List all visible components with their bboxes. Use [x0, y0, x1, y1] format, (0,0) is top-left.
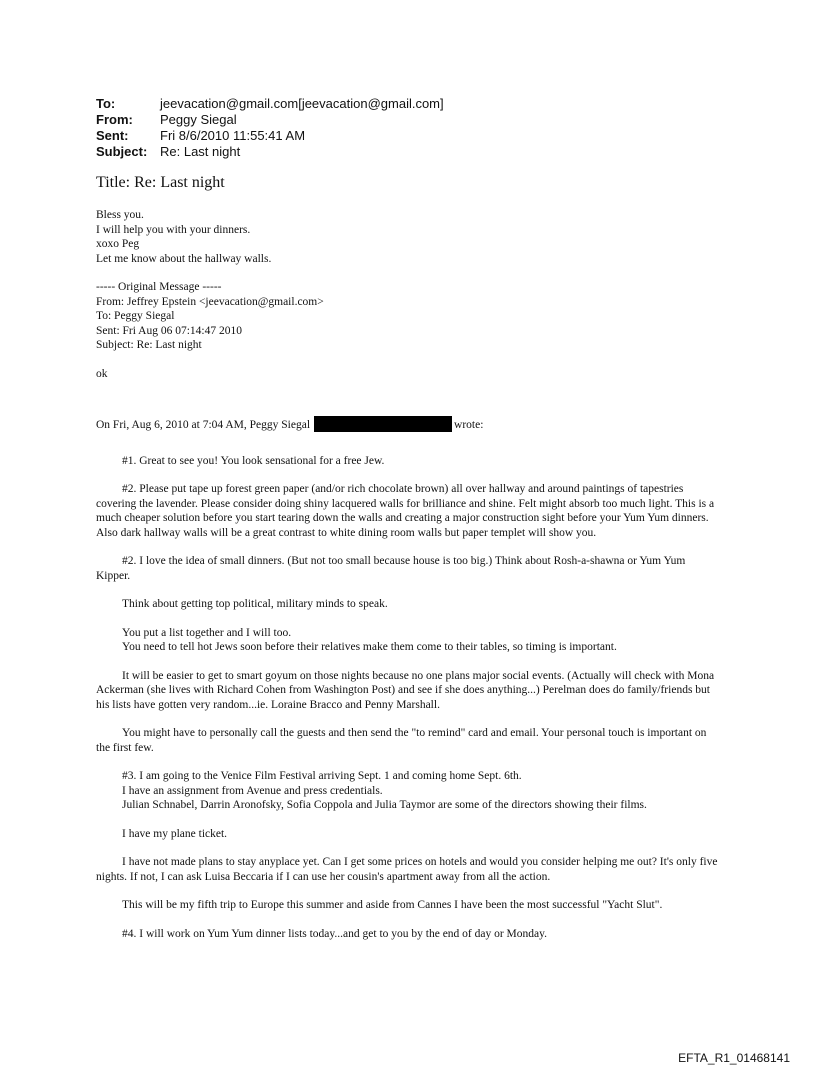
quoted-paragraph: It will be easier to get to smart goyum on those nights because no one plans major social events. (Actually will check with Mona Ackerman (she lives with Richard Cohen from Washington Post) and see if she does anything...) Perelman does do family/friends but his lists have gotten very random...ie. Loraine Bracco and Penny Marshall.: [96, 669, 715, 711]
quoted-paragraph: Think about getting top political, military minds to speak.: [122, 598, 388, 610]
subject-row: [96, 144, 444, 160]
original-from: From: Jeffrey Epstein <jeevacation@gmail.com>: [96, 295, 324, 308]
reply-line: xoxo Peg: [96, 238, 140, 250]
original-body: ok: [96, 367, 108, 380]
quoted-paragraph: You might have to personally call the guests and then send the "to remind" card and email. Your personal touch is important on the first few.: [96, 727, 707, 754]
subject-label: Subject:: [96, 144, 148, 159]
to-label: To:: [96, 96, 116, 111]
original-to: To: Peggy Siegal: [96, 310, 175, 322]
from-label: From:: [96, 112, 133, 127]
to-row: [96, 96, 444, 112]
original-sent: Sent: Fri Aug 06 07:14:47 2010: [96, 324, 242, 337]
document-id: EFTA_R1_01468141: [678, 1051, 790, 1065]
email-body: [96, 208, 720, 941]
quoted-paragraph: Julian Schnabel, Darrin Aronofsky, Sofia Coppola and Julia Taymor are some of the directors showing their films.: [122, 799, 647, 811]
quoted-paragraph: #1. Great to see you! You look sensational for a free Jew.: [122, 454, 385, 467]
quoted-paragraph: This will be my fifth trip to Europe this summer and aside from Cannes I have been the most successful "Yacht Slut".: [122, 899, 663, 911]
quoted-paragraph: I have my plane ticket.: [122, 827, 228, 840]
document-title: Title: Re: Last night: [96, 174, 225, 191]
to-value: jeevacation@gmail.com[jeevacation@gmail.com]: [160, 96, 444, 111]
reply-line: Bless you.: [96, 209, 144, 221]
subject-value: Re: Last night: [160, 144, 241, 159]
email-header: [96, 96, 444, 160]
from-row: [96, 112, 444, 128]
quoted-intro-text: On Fri, Aug 6, 2010 at 7:04 AM, Peggy Siegal: [96, 419, 311, 431]
quoted-intro-wrote: wrote:: [454, 419, 484, 431]
sent-value: Fri 8/6/2010 11:55:41 AM: [160, 128, 306, 143]
quoted-paragraph: #4. I will work on Yum Yum dinner lists today...and get to you by the end of day or Monday.: [122, 927, 548, 940]
sent-row: [96, 128, 444, 144]
quoted-paragraph: #2. Please put tape up forest green paper (and/or rich chocolate brown) all over hallway and around paintings of tapestries covering the lavender. Please consider doing shiny lacquered walls for brilliance and shine. Felt might absorb too much light. This is a much cheaper solution before you start tearing down the walls and creating a major construction sight before your Yum Yum dinners. Also dark hallway walls will be a great contrast to white dining room walls but paper templet will show you.: [96, 483, 715, 539]
quoted-paragraph: You need to tell hot Jews soon before their relatives make them come to their tables, so timing is important.: [122, 641, 617, 653]
quoted-paragraph: #2. I love the idea of small dinners. (But not too small because house is too big.) Think about Rosh-a-shawna or Yum Yum Kipper.: [96, 555, 686, 582]
quoted-paragraph: I have an assignment from Avenue and press credentials.: [122, 784, 383, 797]
sent-label: Sent:: [96, 128, 129, 143]
from-value: Peggy Siegal: [160, 112, 237, 127]
reply-line: I will help you with your dinners.: [96, 223, 251, 236]
quoted-paragraph: You put a list together and I will too.: [122, 626, 292, 639]
reply-line: Let me know about the hallway walls.: [96, 252, 272, 265]
quoted-paragraph: #3. I am going to the Venice Film Festival arriving Sept. 1 and coming home Sept. 6th.: [122, 770, 522, 782]
redaction-box: [314, 416, 452, 432]
quoted-paragraph: I have not made plans to stay anyplace yet. Can I get some prices on hotels and would you consider helping me out? It's only five nights. If not, I can ask Luisa Beccaria if I can use her cousin's apartment away from all the action.: [96, 856, 718, 883]
original-divider: ----- Original Message -----: [96, 281, 222, 293]
original-subject: Subject: Re: Last night: [96, 339, 202, 351]
quoted-intro: [96, 416, 720, 433]
